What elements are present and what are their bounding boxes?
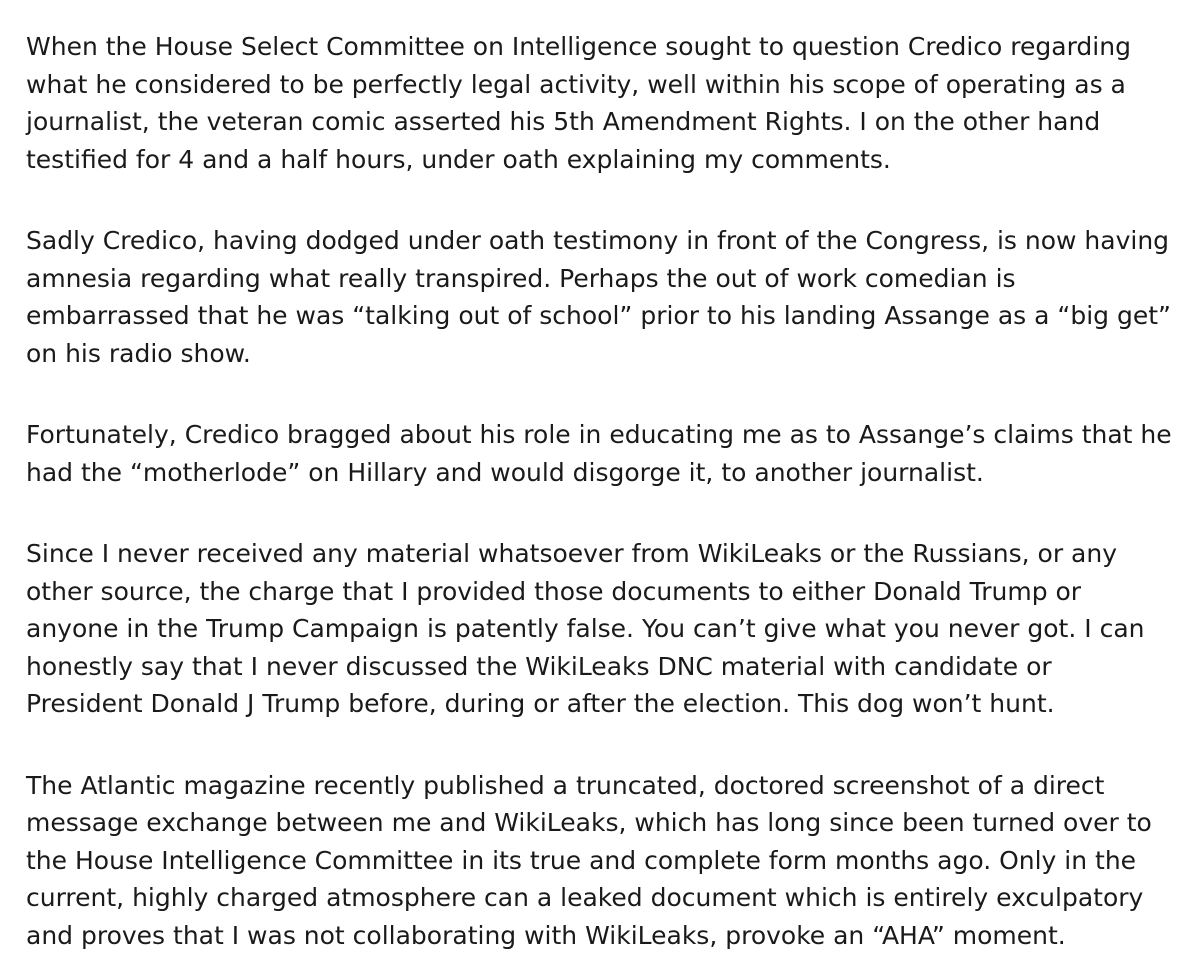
paragraph-credico-fifth-amendment: When the House Select Committee on Intelligence sought to question Credico regarding what he considered to be perfectly legal activity, well within his scope of operating as a journalist, the veteran comic asserted his 5th Amendment Rights. I on the other hand testified for 4 and a half hours, under oath explaining my comments. [26,32,1131,174]
paragraph-credico-amnesia: Sadly Credico, having dodged under oath testimony in front of the Congress, is now having amnesia regarding what really transpired. Perhaps the out of work comedian is embarrassed that he was “talking out of school” prior to his landing Assange as a “big get” on his radio show. [26,226,1171,368]
statement-text [26,28,1176,954]
paragraph-no-material-received: Since I never received any material whatsoever from WikiLeaks or the Russians, or any other source, the charge that I provided those documents to either Donald Trump or anyone in the Trump Campaign is patently false. You can’t give what you never got. I can honestly say that I never discussed the WikiLeaks DNC material with candidate or President Donald J Trump before, during or after the election. This dog won’t hunt. [26,539,1145,718]
paragraph-atlantic-screenshot: The Atlantic magazine recently published a truncated, doctored screenshot of a direct message exchange between me and WikiLeaks, which has long since been turned over to the House Intelligence Committee in its true and complete form months ago. Only in the current, highly charged atmosphere can a leaked document which is entirely exculpatory and proves that I was not collaborating with WikiLeaks, provoke an “AHA” moment. [26,770,1152,950]
paragraph-credico-bragged: Fortunately, Credico bragged about his role in educating me as to Assange’s claims that he had the “motherlode” on Hillary and would disgorge it, to another journalist. [26,420,1172,487]
